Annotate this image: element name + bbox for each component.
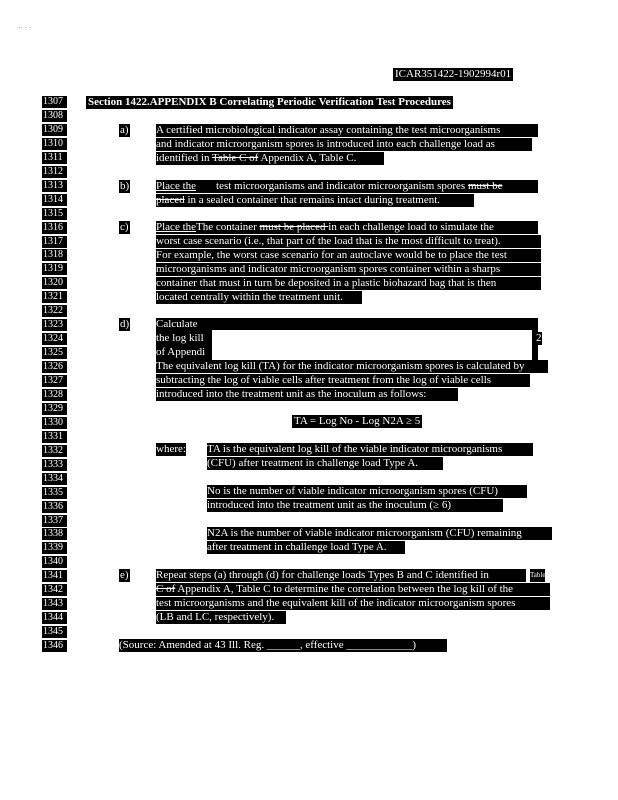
line-number: 1330 — [42, 417, 67, 429]
item-c-line5: container that must in turn be deposited in a plastic biohazard bag that is then — [156, 277, 541, 290]
item-b-label: b) — [120, 180, 130, 192]
line-number: 1345 — [42, 626, 67, 638]
log-kill-formula: TA = Log No - Log N2A ≥ 5 — [294, 415, 421, 427]
line-number: 1334 — [42, 473, 67, 485]
line-number: 1315 — [42, 208, 67, 220]
line-number: 1343 — [42, 598, 67, 610]
line-number: 1309 — [42, 124, 67, 136]
corner-specks: ·· · · — [18, 24, 32, 32]
line-number: 1308 — [42, 110, 67, 122]
definition-no-line1: No is the number of viable indicator microorganism spores (CFU) — [207, 485, 527, 498]
item-e-line2: C of Appendix A, Table C to determine the correlation between the log kill of the — [156, 583, 550, 596]
line-number: 1326 — [42, 361, 67, 373]
line-number: 1328 — [42, 389, 67, 401]
item-e-label: e) — [120, 569, 129, 581]
line-number: 1335 — [42, 487, 67, 499]
line-number: 1311 — [42, 152, 67, 164]
item-d-line1: Calculate — [156, 318, 198, 330]
item-a-line3: identified in Table C of Appendix A, Table C. — [156, 152, 384, 165]
item-a-label: a) — [120, 124, 129, 136]
item-e-line1-tail: Table — [530, 569, 545, 582]
item-d-line5: subtracting the log of viable cells after treatment from the log of viable cells — [156, 374, 530, 387]
item-b-line2: placed in a sealed container that remains intact during treatment. — [156, 194, 474, 207]
line-number: 1322 — [42, 305, 67, 317]
item-c-label: c) — [120, 221, 129, 233]
line-number: 1316 — [42, 222, 67, 234]
line-number: 1338 — [42, 528, 67, 540]
document-code: ICAR351422-1902994r01 — [395, 68, 512, 80]
line-number: 1319 — [42, 263, 67, 275]
line-number: 1313 — [42, 180, 67, 192]
item-e-line3: test microorganisms and the equivalent kill of the indicator microorganism spores — [156, 597, 550, 610]
item-d-line3: of Appendi — [156, 346, 206, 358]
item-e-line4: (LB and LC, respectively). — [156, 611, 286, 624]
line-number: 1342 — [42, 584, 67, 596]
item-c-line3: For example, the worst case scenario for an autoclave would be to place the test — [156, 249, 541, 262]
item-d-line6: introduced into the treatment unit as the inoculum as follows: — [156, 388, 458, 401]
line-number: 1337 — [42, 515, 67, 527]
line-number: 1314 — [42, 194, 67, 206]
line-number: 1310 — [42, 138, 67, 150]
line-number: 1317 — [42, 236, 67, 248]
item-c-line6: located centrally within the treatment unit. — [156, 291, 362, 304]
definition-n2a-line1: N2A is the number of viable indicator microorganism (CFU) remaining — [207, 527, 552, 540]
line-number: 1325 — [42, 347, 67, 359]
line-number: 1324 — [42, 333, 67, 345]
line-number: 1318 — [42, 249, 67, 261]
line-number: 1341 — [42, 570, 67, 582]
item-a-line1: A certified microbiological indicator assay containing the test microorganisms — [156, 124, 538, 137]
item-d-line2-end: 2 — [536, 332, 542, 344]
definition-no-line2: introduced into the treatment unit as the inoculum (≥ 6) — [207, 499, 503, 512]
item-c-line4: microorganisms and indicator microorganism spores container within a sharps — [156, 263, 541, 276]
line-number: 1344 — [42, 612, 67, 624]
line-number: 1339 — [42, 542, 67, 554]
line-number: 1321 — [42, 291, 67, 303]
item-a-line2: and indicator microorganism spores is introduced into each challenge load as — [156, 138, 532, 151]
definition-ta-line2: (CFU) after treatment in challenge load Type A. — [207, 457, 443, 470]
item-e-line1: Repeat steps (a) through (d) for challenge loads Types B and C identified in — [156, 569, 526, 582]
item-d-line2: the log kill — [156, 332, 204, 344]
line-number: 1336 — [42, 501, 67, 513]
item-c-line2: worst case scenario (i.e., that part of the load that is the most difficult to treat). — [156, 235, 541, 248]
line-number: 1329 — [42, 403, 67, 415]
line-number: 1320 — [42, 277, 67, 289]
item-b-line1: Place the test microorganisms and indicator microorganism spores must be — [156, 180, 538, 193]
section-title: Section 1422.APPENDIX B Correlating Periodic Verification Test Procedures — [88, 96, 451, 108]
definition-n2a-line2: after treatment in challenge load Type A. — [207, 541, 405, 554]
line-number: 1312 — [42, 166, 67, 178]
line-number: 1333 — [42, 459, 67, 471]
item-c-line1: Place theThe container must be placed in each challenge load to simulate the — [156, 221, 538, 234]
line-number: 1307 — [42, 96, 67, 108]
item-a-deleted-text: Table C of — [212, 152, 259, 164]
line-number: 1346 — [42, 640, 67, 652]
line-number: 1340 — [42, 556, 67, 568]
source-note: (Source: Amended at 43 Ill. Reg. ______, effective ____________) — [119, 639, 447, 652]
line-number: 1323 — [42, 319, 67, 331]
definition-ta-line1: TA is the equivalent log kill of the viable indicator microorganisms — [207, 443, 533, 456]
item-d-line4: The equivalent log kill (TA) for the indicator microorganism spores is calculated by — [156, 360, 548, 373]
item-d-label: d) — [120, 318, 130, 330]
where-label: where: — [156, 443, 186, 455]
line-number: 1332 — [42, 445, 67, 457]
line-number: 1327 — [42, 375, 67, 387]
item-d-white-gap — [212, 330, 532, 360]
line-number: 1331 — [42, 431, 67, 443]
